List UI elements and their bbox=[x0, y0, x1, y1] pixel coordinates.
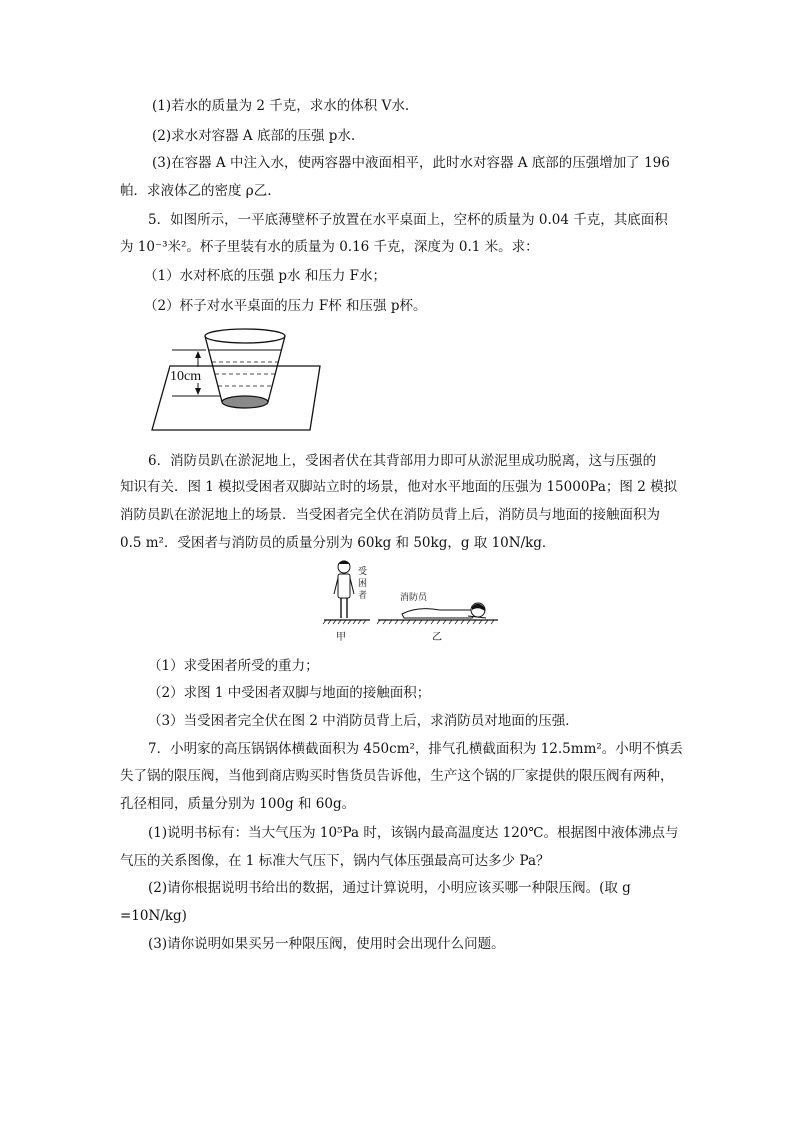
problem6-line1: 6．消防员趴在淤泥地上，受困者伏在其背部用力即可从淤泥里成功脱离，这与压强的 bbox=[148, 453, 657, 469]
problem6-line2: 知识有关．图 1 模拟受困者双脚站立时的场景，他对水平地面的压强为 15000Pa；图 2 模拟 bbox=[120, 479, 678, 495]
problem7-line3: 孔径相同，质量分别为 100g 和 60g。 bbox=[120, 796, 356, 812]
cup-figure bbox=[150, 322, 330, 432]
problem7-q1-line1: (1)说明书标有：当大气压为 10⁵Pa 时，该锅内最高温度达 120℃。根据图中液体沸点与 bbox=[148, 825, 679, 841]
firefighter-body bbox=[402, 609, 474, 618]
victim-label-char1: 受 bbox=[358, 567, 368, 577]
firefighter-label: 消防员 bbox=[400, 593, 428, 603]
victim-hair bbox=[338, 561, 350, 565]
cup-right-wall bbox=[268, 336, 285, 402]
problem4-q2: (2)求水对容器 A 底部的压强 p水. bbox=[152, 128, 356, 144]
caption-b: 乙 bbox=[432, 632, 442, 643]
problem6-q2: （2）求图 1 中受困者双脚与地面的接触面积； bbox=[148, 685, 431, 701]
cup-rim bbox=[205, 329, 285, 343]
problem6-line4: 0.5 m²．受困者与消防员的质量分别为 60kg 和 50kg，g 取 10N/kg． bbox=[120, 535, 556, 551]
problem7-line1: 7．小明家的高压锅锅体横截面积为 450cm²，排气孔横截面积为 12.5mm²。小明不慎丢 bbox=[148, 741, 683, 757]
problem6-line3: 消防员趴在淤泥地上的场景．当受困者完全伏在消防员背上后，消防员与地面的接触面积为 bbox=[120, 507, 660, 523]
victim-label-char2: 困 bbox=[358, 579, 368, 589]
cup-figure-drawing bbox=[150, 322, 330, 432]
problem7-q3: (3)请你说明如果买另一种限压阀，使用时会出现什么问题。 bbox=[148, 936, 505, 952]
cup-bottom bbox=[222, 396, 268, 408]
rescue-figure-drawing bbox=[322, 556, 502, 644]
problem4-q1: (1)若水的质量为 2 千克，求水的体积 V水. bbox=[152, 98, 410, 114]
problem7-q2-line1: (2)请你根据说明书给出的数据，通过计算说明，小明应该买哪一种限压阀。(取 g bbox=[148, 880, 631, 896]
depth-label: 10cm bbox=[170, 369, 202, 384]
problem5-q2: （2）杯子对水平桌面的压力 F杯 和压强 p杯。 bbox=[144, 298, 427, 314]
problem5-line2: 为 10⁻³米²。杯子里装有水的质量为 0.16 千克，深度为 0.1 米。求： bbox=[120, 239, 539, 255]
problem7-q2-line2: =10N/kg) bbox=[120, 908, 187, 924]
rescue-figure bbox=[322, 556, 502, 644]
problem7-line2: 失了锅的限压阀，当他到商店购买时售货员告诉他，生产这个锅的厂家提供的限压阀有两种， bbox=[120, 768, 674, 784]
problem5-q1: （1）水对杯底的压强 p水 和压力 F水； bbox=[144, 268, 386, 284]
problem6-q1: （1）求受困者所受的重力； bbox=[148, 658, 319, 674]
problem4-q3-line2: 帕．求液体乙的密度 ρ乙. bbox=[120, 183, 272, 199]
problem7-q1-line2: 气压的关系图像，在 1 标准大气压下，锅内气体压强最高可达多少 Pa？ bbox=[120, 853, 550, 869]
dim-arrow-down bbox=[195, 388, 201, 395]
problem6-q3: （3）当受困者完全伏在图 2 中消防员背上后，求消防员对地面的压强． bbox=[148, 713, 579, 729]
problem4-q3-line1: (3)在容器 A 中注入水，使两容器中液面相平，此时水对容器 A 底部的压强增加了 196 bbox=[152, 155, 670, 171]
victim-right-arm bbox=[350, 578, 354, 594]
victim-label-char3: 者 bbox=[358, 591, 368, 601]
victim-body bbox=[338, 574, 350, 598]
caption-a: 甲 bbox=[336, 632, 346, 643]
dim-arrow-up bbox=[195, 351, 201, 358]
problem5-line1: 5．如图所示，一平底薄壁杯子放置在水平桌面上，空杯的质量为 0.04 千克，其底面积 bbox=[148, 212, 668, 228]
victim-left-arm bbox=[334, 578, 338, 594]
